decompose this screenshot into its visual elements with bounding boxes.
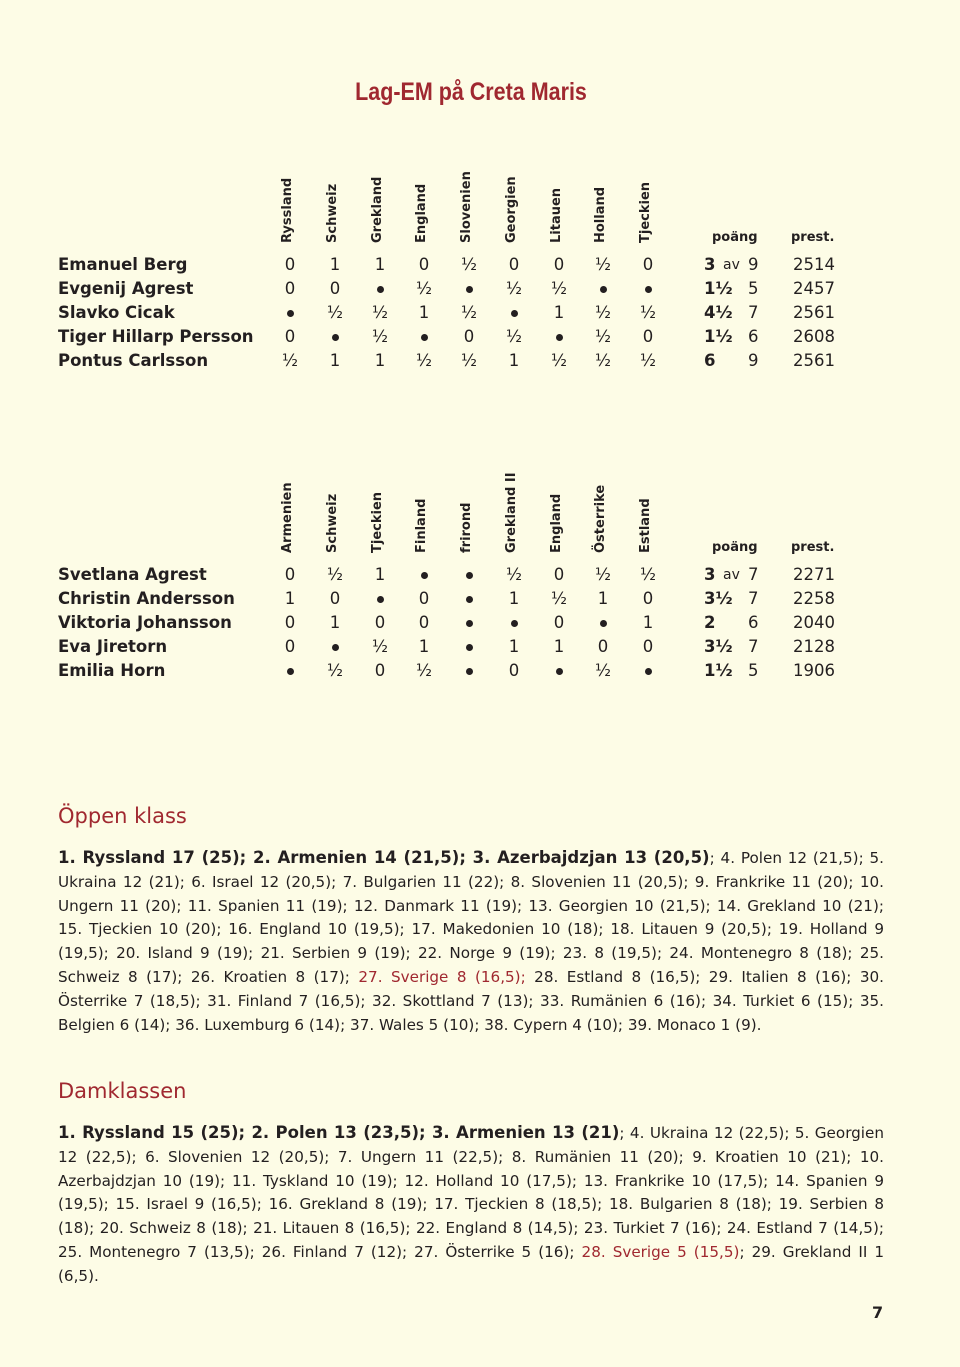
game-result: ½	[372, 637, 388, 656]
game-result: 1	[329, 255, 341, 274]
game-result: 1	[508, 351, 520, 370]
dot-icon	[287, 310, 294, 317]
column-header-label: Armenien	[280, 482, 295, 553]
dot-icon	[332, 644, 339, 651]
game-result: 0	[284, 613, 296, 632]
column-header	[638, 148, 658, 243]
game-result: ½	[595, 351, 611, 370]
column-header	[325, 148, 345, 243]
column-header-label: England	[549, 493, 564, 553]
dot-icon	[645, 286, 652, 293]
dot-icon	[466, 620, 473, 627]
dot-icon	[556, 668, 563, 675]
dot-icon	[600, 286, 607, 293]
player-name: Pontus Carlsson	[58, 351, 209, 370]
women-class-rest: ; 4. Ukraina 12 (22,5); 5. Georgien 12 (22,5); 6. Slovenien 12 (20,5); 7. Ungern 11 (22,5); 8. Rumänien 11 (20); 9. Kroatien 10 (21); 10. Azerbajdzjan 10 (19); 11. Tyskland 10 (19); 12. Holland 10 (17,5); 13. Frankrike 10 (17,5); 14. Spanien 9 (19,5); 15. Israel 9 (16,5); 16. Grekland 8 (19); 17. Tjeckien 8 (18,5); 18. Bulgarien 8 (18); 19. Serbien 8 (18); 20. Schweiz 8 (18); 21. Litauen 8 (16,5); 22. England 8 (14,5); 23. Turkiet 7 (16); 24. Estland 7 (14,5); 25. Montenegro 7 (13,5); 26. Finland 7 (12); 27. Österrike 5 (16);	[58, 1124, 885, 1261]
dot-icon	[511, 310, 518, 317]
performance-rating: 2514	[793, 255, 835, 274]
women-results-table	[58, 458, 848, 685]
game-result: 1	[329, 613, 341, 632]
games-played: 9	[748, 351, 759, 370]
player-name: Tiger Hillarp Persson	[58, 327, 254, 346]
game-result: 0	[508, 661, 520, 680]
game-result: 0	[463, 327, 475, 346]
did-not-play-dot	[325, 637, 345, 656]
column-header	[593, 458, 613, 553]
open-class-heading: Öppen klass	[58, 804, 187, 828]
did-not-play-dot	[280, 661, 300, 680]
did-not-play-dot	[504, 613, 524, 632]
player-points: 3	[704, 255, 716, 274]
game-result: ½	[551, 279, 567, 298]
did-not-play-dot	[593, 613, 613, 632]
game-result: ½	[506, 279, 522, 298]
games-played: 6	[748, 327, 759, 346]
game-result: ½	[416, 351, 432, 370]
game-result: 0	[597, 637, 609, 656]
game-result: 0	[642, 327, 654, 346]
player-name: Emanuel Berg	[58, 255, 188, 274]
dot-icon	[556, 334, 563, 341]
table-row	[58, 303, 848, 327]
women-class-sweden: 28. Sverige 5 (15,5)	[581, 1242, 740, 1261]
game-result: ½	[372, 327, 388, 346]
column-header	[370, 148, 390, 243]
column-header	[280, 148, 300, 243]
column-header	[504, 458, 524, 553]
game-result: 1	[508, 589, 520, 608]
did-not-play-dot	[459, 613, 479, 632]
did-not-play-dot	[638, 279, 658, 298]
table-row	[58, 255, 848, 279]
game-result: ½	[327, 565, 343, 584]
column-header-label: Ryssland	[280, 177, 295, 243]
games-played: 9	[748, 255, 759, 274]
game-result: ½	[506, 565, 522, 584]
game-result: ½	[640, 303, 656, 322]
player-points: 1½	[704, 327, 733, 346]
game-result: ½	[506, 327, 522, 346]
performance-rating: 2128	[793, 637, 835, 656]
dot-icon	[421, 334, 428, 341]
games-played: 5	[748, 279, 759, 298]
game-result: ½	[327, 661, 343, 680]
games-played: 7	[748, 303, 759, 322]
women-class-rest-2: ; 29. Grekland II 1 (6,5).	[58, 1242, 885, 1285]
column-header	[459, 148, 479, 243]
player-points: 1½	[704, 661, 733, 680]
dot-icon	[466, 572, 473, 579]
player-points: 4½	[704, 303, 733, 322]
game-result: 0	[642, 255, 654, 274]
table-row	[58, 327, 848, 351]
game-result: ½	[461, 303, 477, 322]
game-result: ½	[595, 327, 611, 346]
did-not-play-dot	[549, 661, 569, 680]
game-result: 0	[284, 255, 296, 274]
game-result: 1	[374, 351, 386, 370]
game-result: 1	[418, 303, 430, 322]
column-headers	[58, 148, 848, 243]
performance-rating: 2271	[793, 565, 835, 584]
dot-icon	[466, 286, 473, 293]
game-result: 1	[374, 255, 386, 274]
performance-rating: 2040	[793, 613, 835, 632]
game-result: 0	[418, 255, 430, 274]
column-header-label: Tjeckien	[370, 491, 385, 553]
player-name: Eva Jiretorn	[58, 637, 168, 656]
game-result: ½	[461, 255, 477, 274]
dot-icon	[466, 644, 473, 651]
page-title: Lag-EM på Creta Maris	[355, 78, 587, 106]
player-points: 1½	[704, 279, 733, 298]
table-row	[58, 661, 848, 685]
game-result: 0	[418, 613, 430, 632]
game-result: 0	[553, 613, 565, 632]
did-not-play-dot	[414, 327, 434, 346]
column-header-label: Tjeckien	[638, 181, 653, 243]
dot-icon	[421, 572, 428, 579]
open-class-sweden: 27. Sverige 8 (16,5);	[358, 967, 526, 986]
column-header	[593, 148, 613, 243]
table-row	[58, 589, 848, 613]
game-result: 1	[374, 565, 386, 584]
game-result: 1	[553, 303, 565, 322]
column-header-label: Estland	[638, 498, 653, 553]
player-points: 3½	[704, 589, 733, 608]
open-class-rest-2: 28. Estland 8 (16,5); 29. Italien 8 (16); 30. Österrike 7 (18,5); 31. Finland 7 (16,5); 32. Skottland 7 (13); 33. Rumänien 6 (16); 34. Turkiet 6 (15); 35. Belgien 6 (14); 36. Luxemburg 6 (14); 37. Wales 5 (10); 38. Cypern 4 (10); 39. Monaco 1 (9).	[58, 967, 885, 1034]
game-result: ½	[372, 303, 388, 322]
performance-rating: 2561	[793, 303, 835, 322]
player-points: 3	[704, 565, 716, 584]
games-played: 5	[748, 661, 759, 680]
dot-icon	[332, 334, 339, 341]
player-points: 2	[704, 613, 716, 632]
column-header-label: England	[414, 183, 429, 243]
game-result: ½	[595, 255, 611, 274]
game-result: 1	[553, 637, 565, 656]
did-not-play-dot	[638, 661, 658, 680]
column-header	[549, 148, 569, 243]
game-result: ½	[595, 565, 611, 584]
dot-icon	[466, 596, 473, 603]
table-row	[58, 613, 848, 637]
player-name: Evgenij Agrest	[58, 279, 194, 298]
game-result: 1	[642, 613, 654, 632]
open-class-rest: ; 4. Polen 12 (21,5); 5. Ukraina 12 (21); 6. Israel 12 (20,5); 7. Bulgarien 11 (22); 8. Slovenien 11 (20,5); 9. Frankrike 11 (20); 10. Ungern 11 (20); 11. Spanien 11 (19); 12. Danmark 11 (19); 13. Georgien 10 (21,5); 14. Grekland 10 (21); 15. Tjeckien 10 (20); 16. England 10 (19,5); 17. Makedonien 10 (18); 18. Litauen 9 (20,5); 19. Holland 9 (19,5); 20. Island 9 (19); 21. Serbien 9 (19); 22. Norge 9 (19); 23. 8 (19,5); 24. Montenegro 8 (18); 25. Schweiz 8 (17); 26. Kroatien 8 (17);	[58, 849, 884, 986]
column-header	[280, 458, 300, 553]
column-header-label: Grekland	[370, 176, 385, 243]
did-not-play-dot	[593, 279, 613, 298]
game-result: 0	[284, 279, 296, 298]
column-header-label: Schweiz	[325, 183, 340, 243]
performance-rating: 1906	[793, 661, 835, 680]
column-header	[638, 458, 658, 553]
game-result: 0	[284, 565, 296, 584]
column-header-label: Österrike	[593, 484, 608, 553]
table-row	[58, 351, 848, 375]
game-result: 0	[418, 589, 430, 608]
dot-icon	[466, 668, 473, 675]
column-header	[414, 148, 434, 243]
did-not-play-dot	[459, 565, 479, 584]
game-result: 0	[329, 589, 341, 608]
column-header-label: Grekland II	[504, 472, 519, 553]
games-played: 7	[748, 637, 759, 656]
of-label: av	[723, 567, 740, 583]
of-label: av	[723, 257, 740, 273]
game-result: 0	[642, 637, 654, 656]
game-result: 0	[374, 661, 386, 680]
game-result: 1	[508, 637, 520, 656]
game-result: 0	[553, 565, 565, 584]
did-not-play-dot	[459, 589, 479, 608]
game-result: ½	[551, 351, 567, 370]
column-header	[549, 458, 569, 553]
player-points: 3½	[704, 637, 733, 656]
did-not-play-dot	[414, 565, 434, 584]
open-class-standings	[58, 846, 884, 1037]
performance-header: prest.	[791, 230, 835, 245]
player-name: Emilia Horn	[58, 661, 166, 680]
did-not-play-dot	[549, 327, 569, 346]
game-result: 0	[329, 279, 341, 298]
game-result: 0	[508, 255, 520, 274]
game-result: ½	[551, 589, 567, 608]
column-header-label: Slovenien	[459, 171, 474, 243]
women-class-standings	[58, 1121, 884, 1289]
game-result: ½	[416, 661, 432, 680]
did-not-play-dot	[459, 661, 479, 680]
game-result: 0	[642, 589, 654, 608]
game-result: 0	[553, 255, 565, 274]
game-result: 1	[329, 351, 341, 370]
games-played: 7	[748, 589, 759, 608]
did-not-play-dot	[459, 279, 479, 298]
game-result: ½	[595, 303, 611, 322]
dot-icon	[511, 620, 518, 627]
game-result: 0	[284, 327, 296, 346]
game-result: ½	[461, 351, 477, 370]
women-class-top3: 1. Ryssland 15 (25); 2. Polen 13 (23,5); 3. Armenien 13 (21)	[58, 1123, 620, 1142]
game-result: ½	[327, 303, 343, 322]
column-header	[370, 458, 390, 553]
player-name: Viktoria Johansson	[58, 613, 232, 632]
performance-rating: 2457	[793, 279, 835, 298]
player-points: 6	[704, 351, 716, 370]
did-not-play-dot	[370, 279, 390, 298]
did-not-play-dot	[459, 637, 479, 656]
points-header: poäng	[712, 540, 758, 555]
column-headers	[58, 458, 848, 553]
performance-rating: 2561	[793, 351, 835, 370]
game-result: ½	[282, 351, 298, 370]
column-header-label: Finland	[414, 498, 429, 553]
column-header	[325, 458, 345, 553]
did-not-play-dot	[280, 303, 300, 322]
performance-rating: 2608	[793, 327, 835, 346]
did-not-play-dot	[325, 327, 345, 346]
column-header-label: Litauen	[549, 187, 564, 243]
game-result: ½	[595, 661, 611, 680]
points-header: poäng	[712, 230, 758, 245]
column-header	[459, 458, 479, 553]
performance-header: prest.	[791, 540, 835, 555]
column-header-label: frirond	[459, 502, 474, 553]
dot-icon	[645, 668, 652, 675]
dot-icon	[377, 286, 384, 293]
player-name: Slavko Cicak	[58, 303, 175, 322]
game-result: 0	[284, 637, 296, 656]
player-name: Svetlana Agrest	[58, 565, 207, 584]
open-results-table	[58, 148, 848, 375]
women-class-heading: Damklassen	[58, 1079, 187, 1103]
page-number: 7	[872, 1303, 884, 1322]
games-played: 6	[748, 613, 759, 632]
column-header-label: Georgien	[504, 176, 519, 243]
column-header	[414, 458, 434, 553]
open-class-top3: 1. Ryssland 17 (25); 2. Armenien 14 (21,5); 3. Azerbajdzjan 13 (20,5)	[58, 848, 710, 867]
games-played: 7	[748, 565, 759, 584]
column-header-label: Holland	[593, 186, 608, 243]
table-row	[58, 637, 848, 661]
game-result: 1	[418, 637, 430, 656]
dot-icon	[377, 596, 384, 603]
did-not-play-dot	[370, 589, 390, 608]
game-result: ½	[640, 351, 656, 370]
dot-icon	[600, 620, 607, 627]
performance-rating: 2258	[793, 589, 835, 608]
dot-icon	[287, 668, 294, 675]
column-header-label: Schweiz	[325, 493, 340, 553]
table-row	[58, 565, 848, 589]
game-result: 1	[284, 589, 296, 608]
game-result: ½	[416, 279, 432, 298]
game-result: 0	[374, 613, 386, 632]
table-row	[58, 279, 848, 303]
player-name: Christin Andersson	[58, 589, 235, 608]
game-result: ½	[640, 565, 656, 584]
did-not-play-dot	[504, 303, 524, 322]
game-result: 1	[597, 589, 609, 608]
column-header	[504, 148, 524, 243]
